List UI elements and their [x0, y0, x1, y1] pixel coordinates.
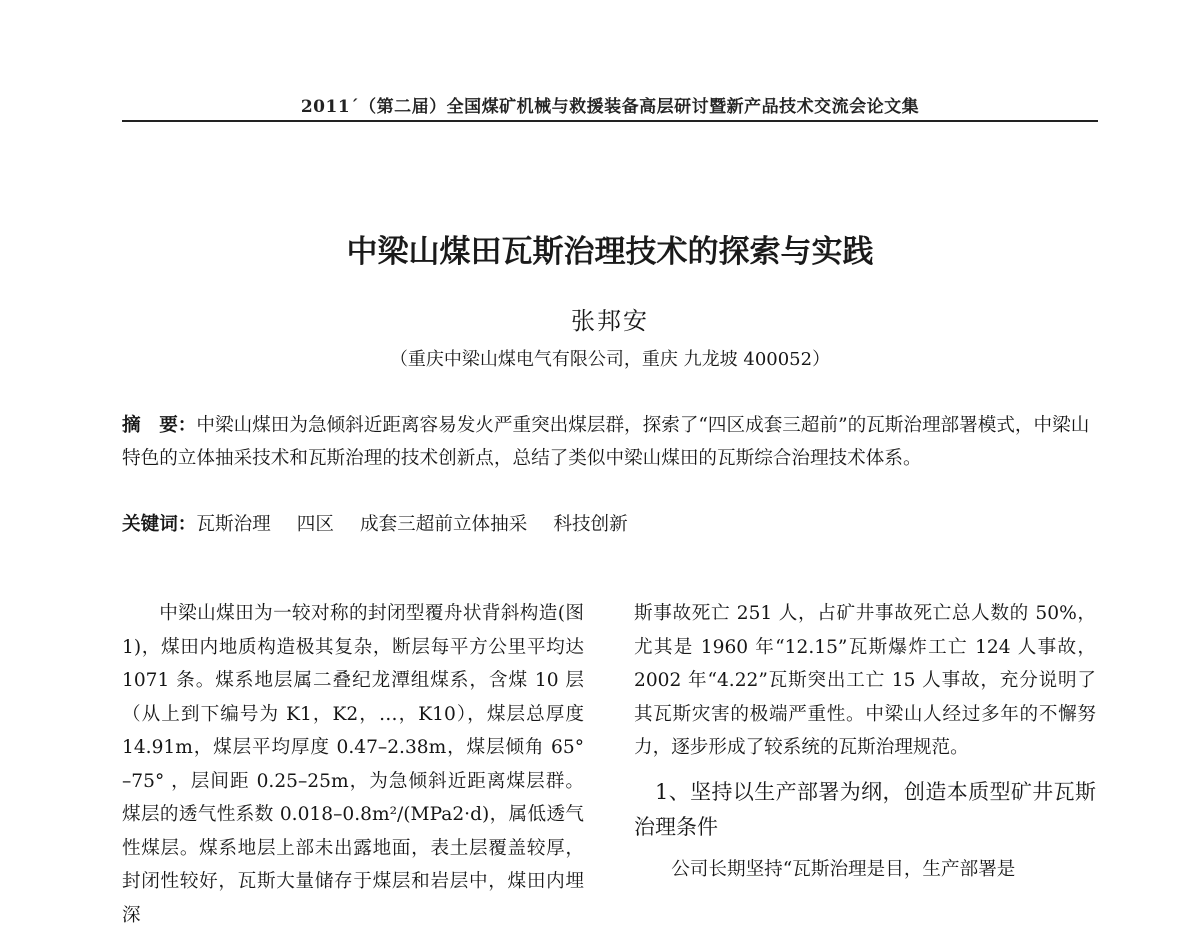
keyword: 成套三超前立体抽采: [359, 514, 528, 535]
author-affiliation: （重庆中梁山煤电气有限公司，重庆 九龙坡 400052）: [389, 349, 831, 370]
author-name: 张邦安: [571, 307, 649, 335]
body-column-right: [634, 597, 1096, 886]
body-paragraph: 中梁山煤田为一较对称的封闭型覆舟状背斜构造(图 1)，煤田内地质构造极其复杂，断层每平方公里平均达 1071 条。煤系地层属二叠纪龙潭组煤系，含煤 10 层（从上到下编号为 K1，K2，…，K10），煤层总厚度 14.91m，煤层平均厚度 0.47–2.38m，煤层倾角 65° –75° ，层间距 0.25–25m，为急倾斜近距离煤层群。煤层的透气性系数 0.018–0.8m²/(MPa2·d)，属低透气性煤层。煤系地层上部未出露地面，表土层覆盖较厚，封闭性较好，瓦斯大量储存于煤层和岩层中，煤田内埋深: [122, 603, 584, 926]
abstract: [122, 409, 1098, 475]
abstract-label: 摘 要：: [122, 415, 197, 436]
keyword: 四区: [296, 514, 334, 535]
keyword: 瓦斯治理: [196, 514, 271, 535]
keyword: 科技创新: [553, 514, 628, 535]
section-heading: 1、坚持以生产部署为纲，创造本质型矿井瓦斯治理条件: [634, 779, 1096, 839]
body-paragraph: 斯事故死亡 251 人，占矿井事故死亡总人数的 50%，尤其是 1960 年“12.15”瓦斯爆炸工亡 124 人事故，2002 年“4.22”瓦斯突出工亡 15 人事故，充分说明了其瓦斯灾害的极端严重性。中梁山人经过多年的不懈努力，逐步形成了较系统的瓦斯治理规范。: [634, 603, 1096, 758]
running-header: 2011´（第二届）全国煤矿机械与救援装备高层研讨暨新产品技术交流会论文集: [300, 97, 920, 117]
keywords: [122, 508, 1098, 541]
keywords-label: 关键词：: [122, 514, 197, 535]
header-rule: [122, 120, 1098, 122]
abstract-text: 中梁山煤田为急倾斜近距离容易发火严重突出煤层群，探索了“四区成套三超前”的瓦斯治理部署模式，中梁山特色的立体抽采技术和瓦斯治理的技术创新点，总结了类似中梁山煤田的瓦斯综合治理技术体系。: [122, 415, 1090, 469]
paper-title: 中梁山煤田瓦斯治理技术的探索与实践: [346, 234, 874, 270]
body-column-left: [122, 597, 584, 932]
body-paragraph: 公司长期坚持“瓦斯治理是目，生产部署是: [671, 858, 1016, 880]
